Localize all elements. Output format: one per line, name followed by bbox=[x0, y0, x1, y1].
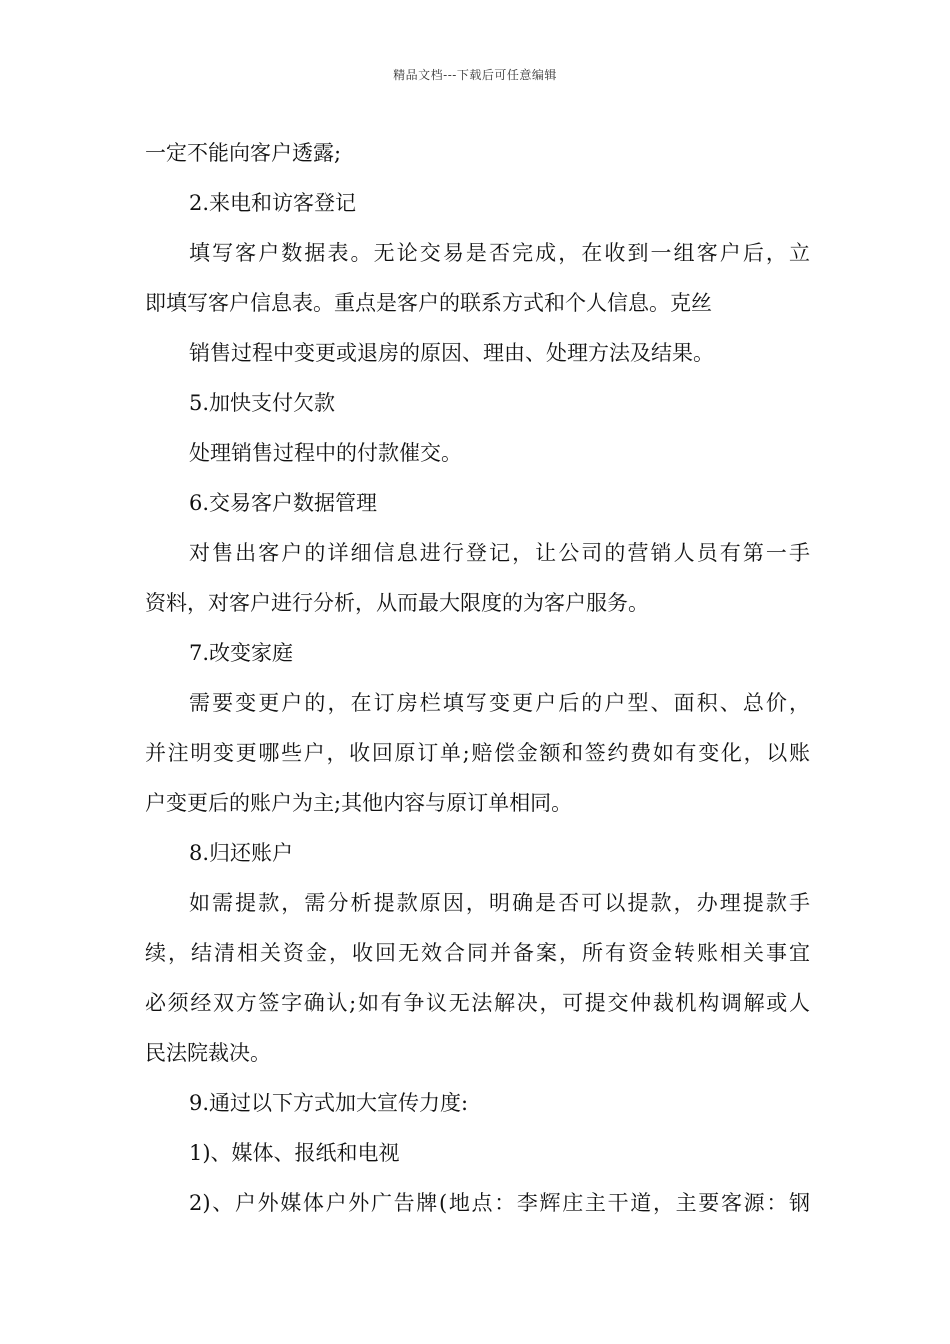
page-header: 精品文档---下载后可任意编辑 bbox=[393, 68, 557, 82]
section-heading: 2.来电和访客登记 bbox=[189, 191, 357, 215]
paragraph-line: 即填写客户信息表。重点是客户的联系方式和个人信息。克丝 bbox=[145, 291, 712, 315]
section-heading: 8.归还账户 bbox=[189, 841, 294, 865]
paragraph-line: 民法院裁决。 bbox=[145, 1041, 271, 1065]
section-heading: 7.改变家庭 bbox=[189, 641, 294, 665]
paragraph-line: 填写客户数据表。无论交易是否完成，在收到一组客户后，立 bbox=[189, 241, 810, 265]
list-item: 1)、媒体、报纸和电视 bbox=[189, 1141, 400, 1165]
paragraph-line: 户变更后的账户为主;其他内容与原订单相同。 bbox=[145, 791, 573, 815]
paragraph-line: 如需提款，需分析提款原因，明确是否可以提款，办理提款手 bbox=[189, 891, 810, 915]
paragraph-line: 处理销售过程中的付款催交。 bbox=[189, 441, 462, 465]
section-heading: 5.加快支付欠款 bbox=[189, 391, 336, 415]
paragraph-line: 并注明变更哪些户，收回原订单;赔偿金额和签约费如有变化，以账 bbox=[145, 741, 810, 765]
paragraph-line: 一定不能向客户透露; bbox=[145, 141, 342, 165]
paragraph-line: 必须经双方签字确认;如有争议无法解决，可提交仲裁机构调解或人 bbox=[145, 991, 810, 1015]
paragraph-line: 对售出客户的详细信息进行登记，让公司的营销人员有第一手 bbox=[189, 541, 810, 565]
paragraph-line: 资料，对客户进行分析，从而最大限度的为客户服务。 bbox=[145, 591, 649, 615]
paragraph-line: 销售过程中变更或退房的原因、理由、处理方法及结果。 bbox=[189, 341, 714, 365]
paragraph-line: 续，结清相关资金，收回无效合同并备案，所有资金转账相关事宜 bbox=[145, 941, 810, 965]
section-heading: 9.通过以下方式加大宣传力度: bbox=[189, 1091, 469, 1115]
section-heading: 6.交易客户数据管理 bbox=[189, 491, 378, 515]
paragraph-line: 需要变更户的，在订房栏填写变更户后的户型、面积、总价， bbox=[189, 691, 810, 715]
list-item: 2)、户外媒体户外广告牌(地点：李辉庄主干道，主要客源：钢 bbox=[189, 1191, 810, 1215]
document-body bbox=[145, 128, 810, 1228]
